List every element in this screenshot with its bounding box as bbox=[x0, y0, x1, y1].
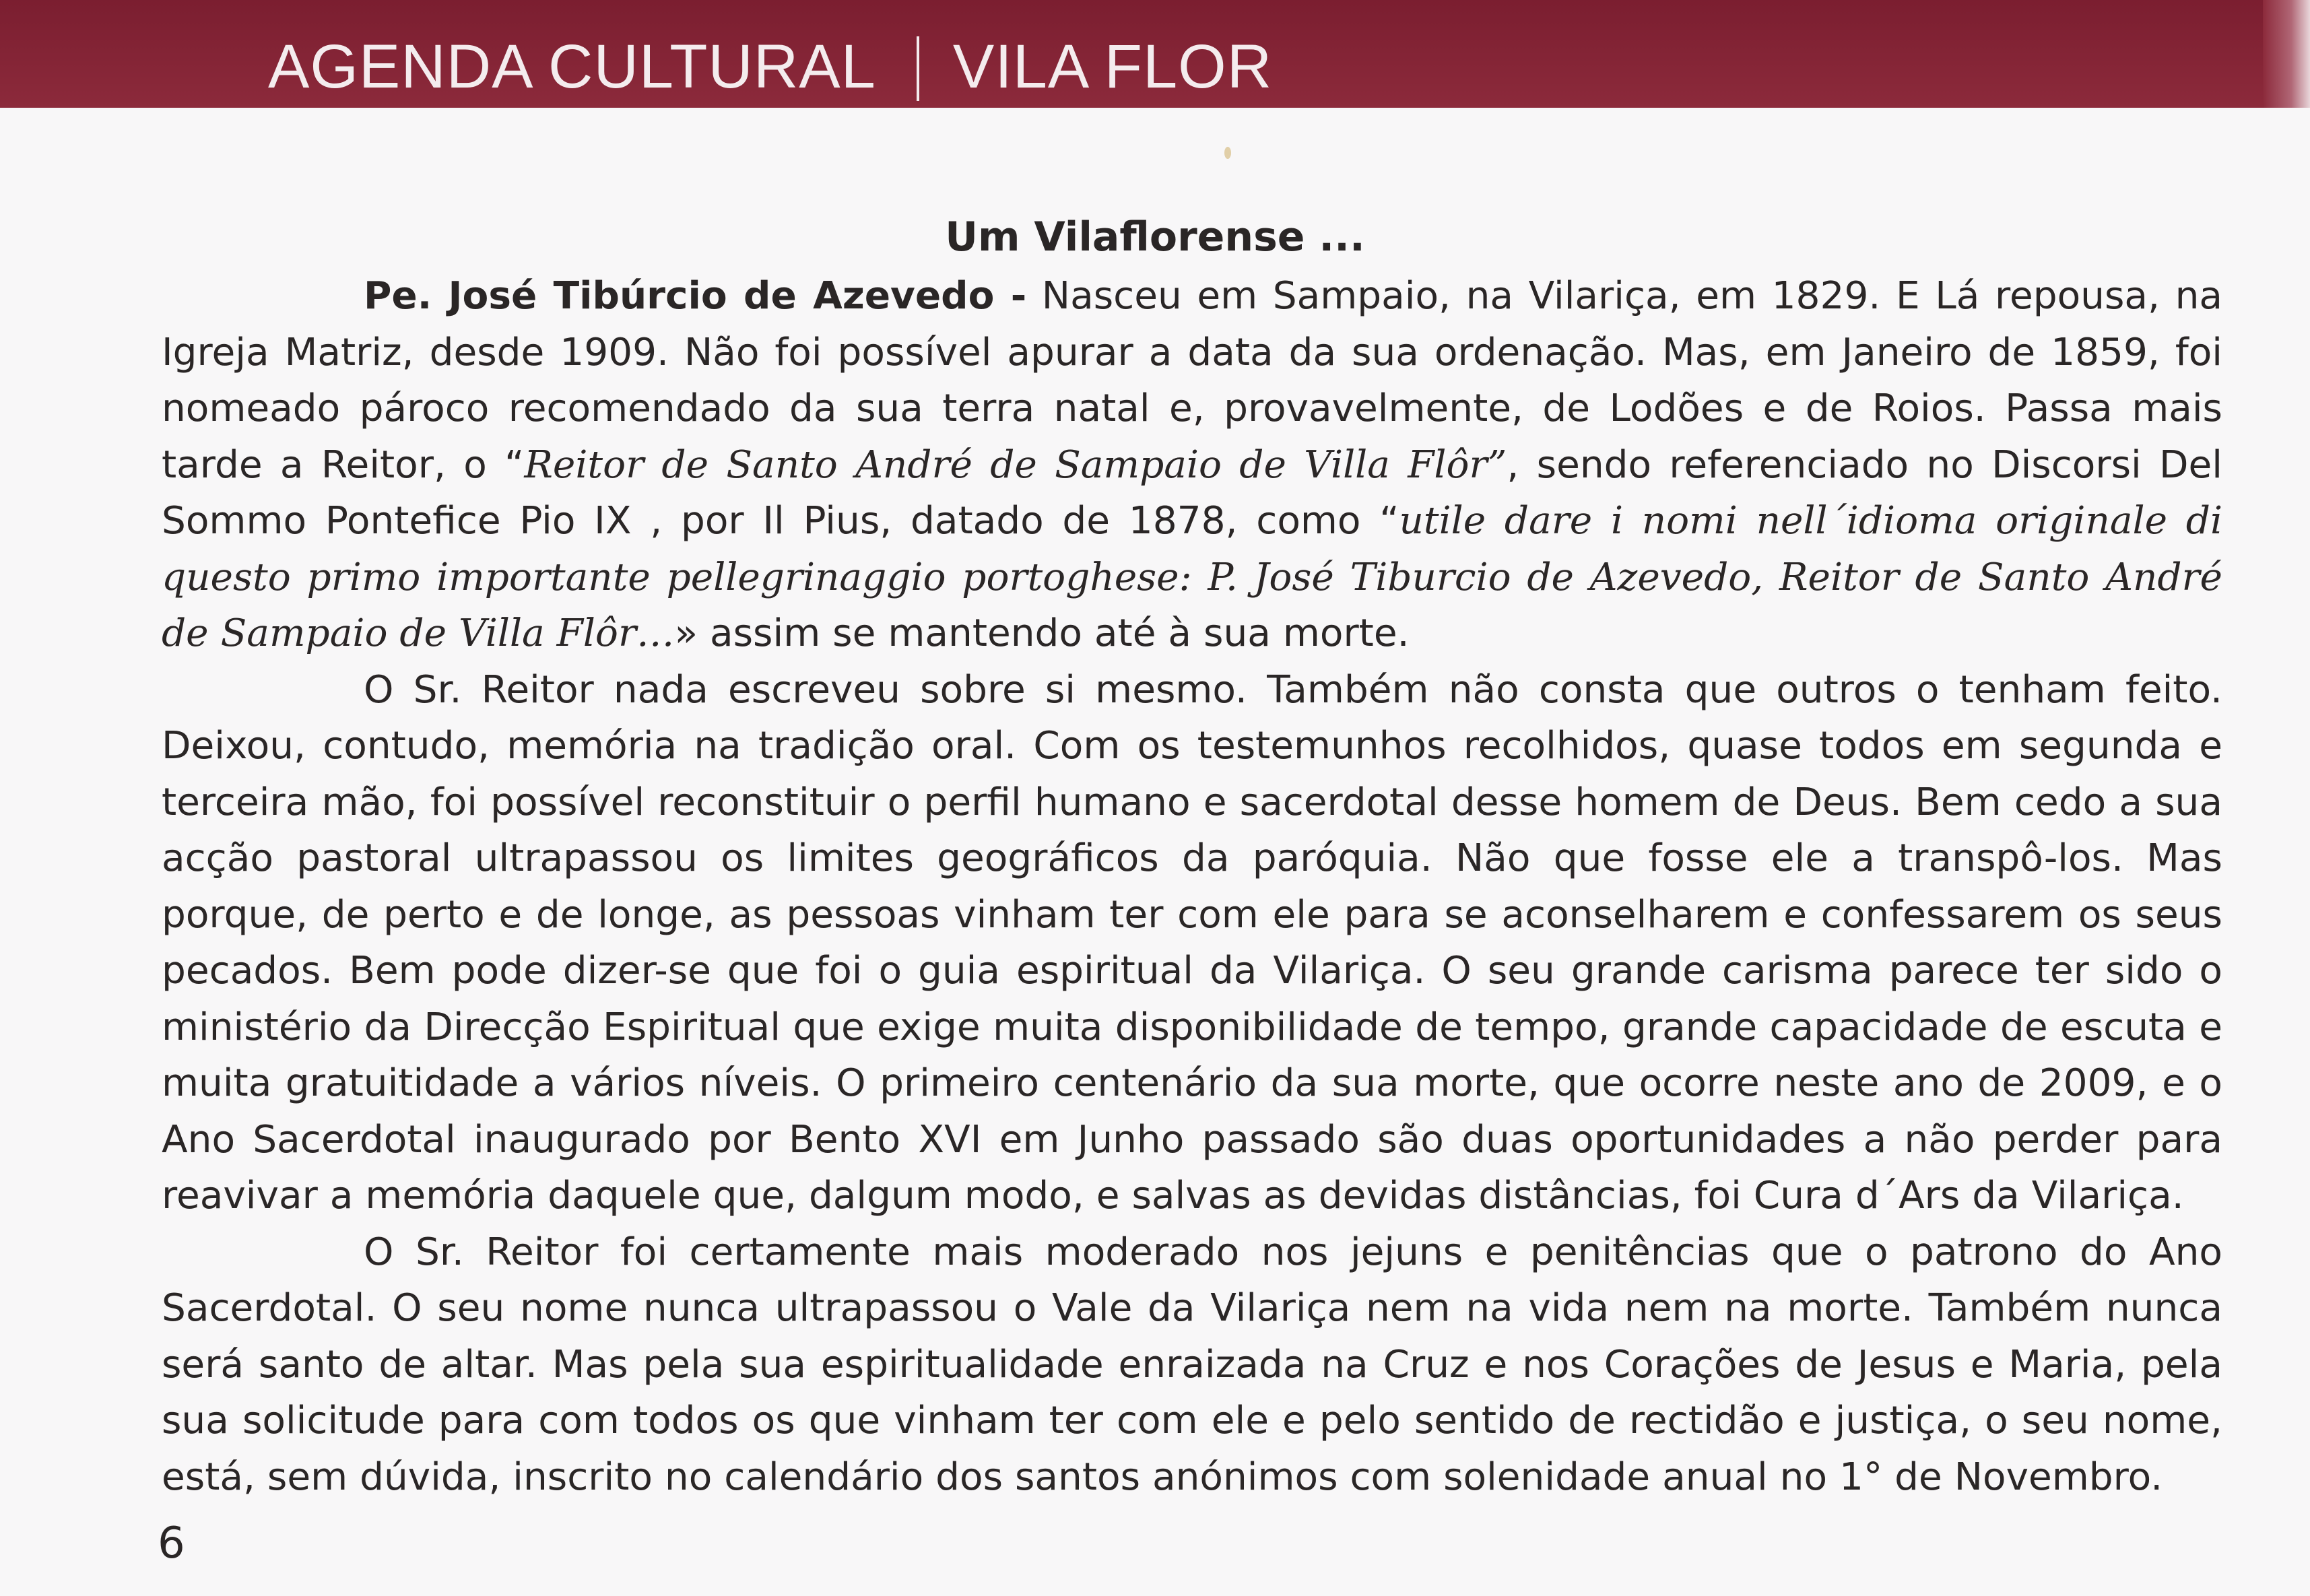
paragraph-1-text-3: » assim se mantendo até à sua morte. bbox=[674, 611, 1410, 655]
header-separator bbox=[917, 36, 919, 101]
header-place: VILA FLOR bbox=[952, 32, 1273, 101]
page-number: 6 bbox=[158, 1519, 185, 1568]
paragraph-1-lead: Pe. José Tibúrcio de Azevedo - bbox=[364, 274, 1027, 318]
paragraph-1 bbox=[162, 268, 2222, 662]
article-title: Um Vilaflorense ... bbox=[945, 213, 1365, 261]
paragraph-1-text-2: , sendo referenciado no Discorsi Del Sommo Pontefice Pio IX , por Il Pius, datado de 1878, como “ bbox=[162, 442, 2222, 543]
header-section: AGENDA CULTURAL bbox=[268, 32, 876, 101]
paragraph-1-text-1: Nasceu em Sampaio, na Vilariça, em 1829. E Lá repousa, na Igreja Matriz, desde 1909. Não foi possível apurar a data da sua ordenação. Mas, em Janeiro de 1859, foi nomeado pároco recomendado da sua terra natal e, provavelmente, de Lodões e de Roios. Passa mais tarde a Reitor, o “ bbox=[162, 274, 2222, 487]
paragraph-3: O Sr. Reitor foi certamente mais moderado nos jejuns e penitências que o patrono do Ano Sacerdotal. O seu nome nunca ultrapassou o Vale da Vilariça nem na vida nem na morte. Também nunca será santo de altar. Mas pela sua espiritualidade enraizada na Cruz e nos Corações de Jesus e Maria, pela sua solicitude para com todos os que vinham ter com ele e pelo sentido de rectidão e justiça, o seu nome, está, sem dúvida, inscrito no calendário dos santos anónimos com solenidade anual no 1° de Novembro. bbox=[162, 1230, 2222, 1499]
paragraph-1-italic-1: Reitor de Santo André de Sampaio de Villa Flôr” bbox=[524, 442, 1507, 487]
decorative-dot bbox=[1224, 147, 1231, 159]
paragraph-2: O Sr. Reitor nada escreveu sobre si mesmo. Também não consta que outros o tenham feito. Deixou, contudo, memória na tradição oral. Com os testemunhos recolhidos, quase todos em segunda e terceira mão, foi possível reconstituir o perfil humano e sacerdotal desse homem de Deus. Bem cedo a sua acção pastoral ultrapassou os limites geográficos da paróquia. Não que fosse ele a transpô-los. Mas porque, de perto e de longe, as pessoas vinham ter com ele para se aconselharem e confessarem os seus pecados. Bem pode dizer-se que foi o guia espiritual da Vilariça. O seu grande carisma parece ter sido o ministério da Direcção Espiritual que exige muita disponibilidade de tempo, grande capacidade de escuta e muita gratuitidade a vários níveis. O primeiro centenário da sua morte, que ocorre neste ano de 2009, e o Ano Sacerdotal inaugurado por Bento XVI em Junho passado são duas oportunidades a não perder para reavivar a memória daquele que, dalgum modo, e salvas as devidas distâncias, foi Cura d´Ars da Vilariça. bbox=[162, 667, 2222, 1218]
header-page-edge bbox=[2263, 0, 2310, 108]
paragraph-1-italic-2: utile dare i nomi nell´idioma originale di questo primo importante pellegrinaggio portoghese: P. José Tiburcio de Azevedo, Reitor de Santo André de Sampaio de Villa Flôr… bbox=[162, 499, 2223, 655]
article-body bbox=[162, 268, 2222, 1505]
header-band bbox=[0, 0, 2310, 108]
header-title bbox=[268, 30, 1272, 104]
